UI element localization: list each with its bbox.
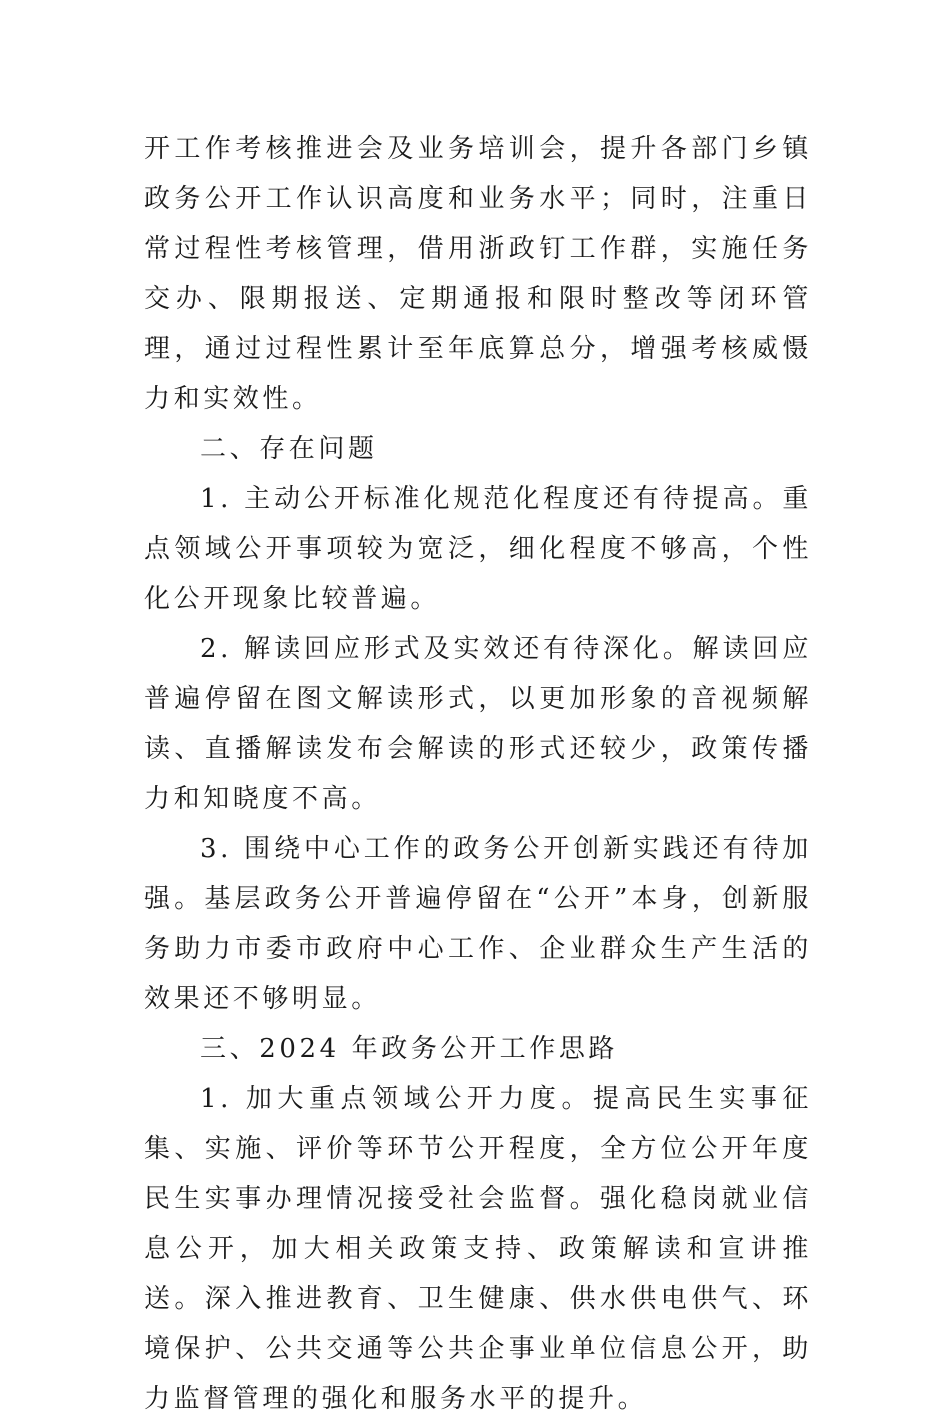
- section-heading-problems: 二、存在问题: [200, 434, 378, 464]
- paragraph-problem-3: 3. 围绕中心工作的政务公开创新实践还有待加强。基层政务公开普遍停留在“公开”本身，创新服务助力市委市政府中心工作、企业群众生产生活的效果还不够明显。: [144, 834, 812, 1014]
- paragraph-plan-1: 1. 加大重点领域公开力度。提高民生实事征集、实施、评价等环节公开程度，全方位公开年度民生实事办理情况接受社会监督。强化稳岗就业信息公开，加大相关政策支持、政策解读和宣讲推送。深入推进教育、卫生健康、供水供电供气、环境保护、公共交通等公共企事业单位信息公开，助力监督管理的强化和服务水平的提升。: [144, 1084, 812, 1414]
- document-body: [144, 124, 812, 1424]
- paragraph-continued: 开工作考核推进会及业务培训会，提升各部门乡镇政务公开工作认识高度和业务水平；同时，注重日常过程性考核管理，借用浙政钉工作群，实施任务交办、限期报送、定期通报和限时整改等闭环管理，通过过程性累计至年底算总分，增强考核威慑力和实效性。: [144, 134, 812, 414]
- paragraph-problem-2: 2. 解读回应形式及实效还有待深化。解读回应普遍停留在图文解读形式，以更加形象的音视频解读、直播解读发布会解读的形式还较少，政策传播力和知晓度不高。: [144, 634, 812, 814]
- section-heading-plan: 三、2024 年政务公开工作思路: [200, 1034, 619, 1064]
- paragraph-problem-1: 1. 主动公开标准化规范化程度还有待提高。重点领域公开事项较为宽泛，细化程度不够高，个性化公开现象比较普遍。: [144, 484, 812, 614]
